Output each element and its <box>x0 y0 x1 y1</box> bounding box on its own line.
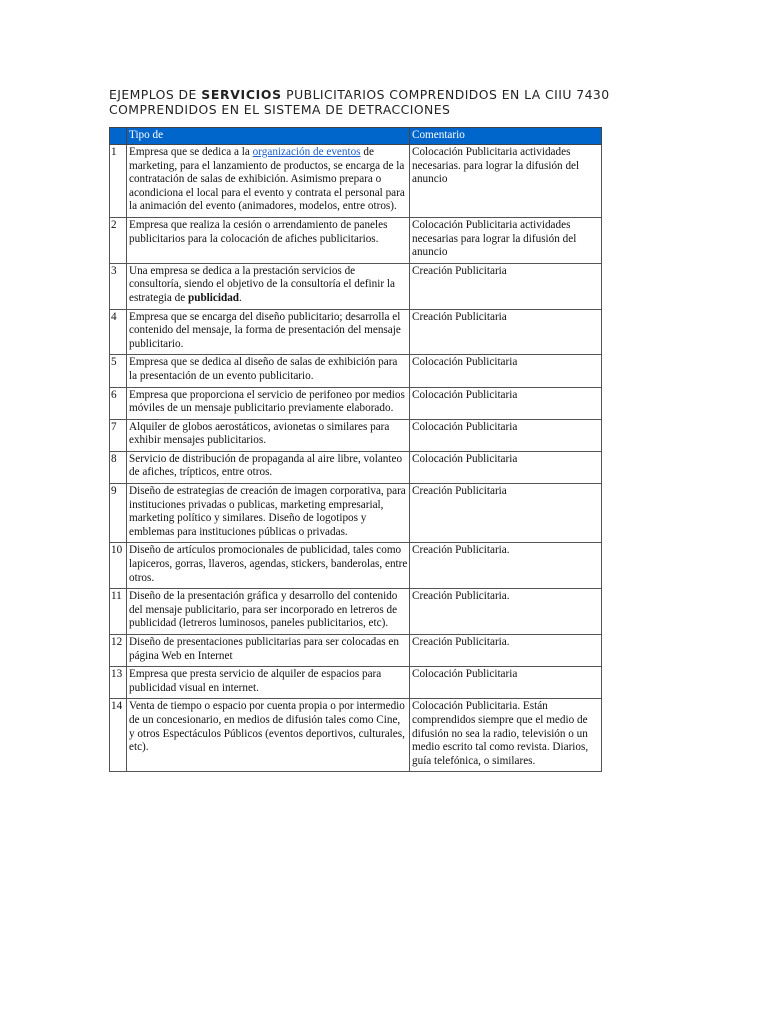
row-tipo <box>127 263 410 309</box>
organizacion-eventos-link[interactable]: organización de eventos <box>252 146 361 158</box>
row-comentario: Colocación Publicitaria actividades necesarias. para lograr la difusión del anuncio <box>410 145 602 218</box>
table-header-row <box>110 128 602 145</box>
row-comentario: Colocación Publicitaria <box>410 451 602 483</box>
header-tipo: Tipo de <box>127 128 410 145</box>
table-row <box>110 263 602 309</box>
title-bold-word: SERVICIOS <box>201 87 282 102</box>
row-tipo: Diseño de estrategias de creación de imagen corporativa, para instituciones privadas o publicas, marketing empresarial, marketing político y similares. Diseño de logotipos y emblemas para instituciones públicas o privadas. <box>127 484 410 543</box>
table-row <box>110 589 602 635</box>
row-number: 9 <box>110 484 127 543</box>
row-tipo: Diseño de la presentación gráfica y desarrollo del contenido del mensaje publicitario, para ser incorporado en letreros de publicidad (letreros luminosos, paneles publicitarios, etc). <box>127 589 410 635</box>
row-number: 12 <box>110 635 127 667</box>
row-comentario: Colocación Publicitaria <box>410 667 602 699</box>
row-number: 2 <box>110 217 127 263</box>
row-tipo: Alquiler de globos aerostáticos, avionetas o similares para exhibir mensajes publicitarios. <box>127 419 410 451</box>
table-row <box>110 635 602 667</box>
tipo-bold-word: publicidad <box>188 291 240 304</box>
services-table <box>109 127 602 772</box>
row-comentario: Colocación Publicitaria <box>410 355 602 387</box>
table-row <box>110 699 602 772</box>
title-part-2: PUBLICITARIOS COMPRENDIDOS EN LA CIIU 7430 <box>281 87 610 102</box>
table-row <box>110 484 602 543</box>
row-tipo: Empresa que se encarga del diseño publicitario; desarrolla el contenido del mensaje, la forma de presentación del mensaje publicitario. <box>127 309 410 355</box>
title-part-1: EJEMPLOS DE <box>109 87 202 102</box>
row-number: 3 <box>110 263 127 309</box>
row-tipo: Venta de tiempo o espacio por cuenta propia o por intermedio de un concesionario, en medios de difusión tales como Cine, y otros Espectáculos Públicos (eventos deportivos, culturales, etc). <box>127 699 410 772</box>
table-row <box>110 419 602 451</box>
row-number: 5 <box>110 355 127 387</box>
tipo-text: Una empresa se dedica a la prestación servicios de consultoría, siendo el objetivo de la consultoría el definir la estrategia de <box>129 264 395 304</box>
row-comentario: Creación Publicitaria <box>410 263 602 309</box>
table-row <box>110 145 602 218</box>
row-tipo: Servicio de distribución de propaganda al aire libre, volanteo de afiches, trípticos, entre otros. <box>127 451 410 483</box>
row-number: 6 <box>110 387 127 419</box>
row-comentario: Colocación Publicitaria actividades necesarias para lograr la difusión del anuncio <box>410 217 602 263</box>
row-tipo: Empresa que presta servicio de alquiler de espacios para publicidad visual en internet. <box>127 667 410 699</box>
row-comentario: Creación Publicitaria. <box>410 589 602 635</box>
table-row <box>110 217 602 263</box>
header-comentario: Comentario <box>410 128 602 145</box>
row-comentario: Creación Publicitaria <box>410 484 602 543</box>
row-comentario: Colocación Publicitaria <box>410 387 602 419</box>
row-comentario: Colocación Publicitaria. Están comprendidos siempre que el medio de difusión no sea la radio, televisión o un medio escrito tal como revista. Diarios, guía telefónica, o similares. <box>410 699 602 772</box>
row-number: 7 <box>110 419 127 451</box>
row-comentario: Creación Publicitaria. <box>410 543 602 589</box>
table-row <box>110 451 602 483</box>
table-row <box>110 667 602 699</box>
row-number: 14 <box>110 699 127 772</box>
table-row <box>110 387 602 419</box>
row-tipo <box>127 145 410 218</box>
row-tipo: Empresa que se dedica al diseño de salas de exhibición para la presentación de un evento publicitario. <box>127 355 410 387</box>
tipo-text: Empresa que se dedica a la <box>129 146 253 158</box>
row-tipo: Empresa que proporciona el servicio de perifoneo por medios móviles de un mensaje publicitario previamente elaborado. <box>127 387 410 419</box>
row-number: 13 <box>110 667 127 699</box>
header-num <box>110 128 127 145</box>
tipo-text: . <box>239 291 242 304</box>
row-number: 4 <box>110 309 127 355</box>
row-comentario: Creación Publicitaria. <box>410 635 602 667</box>
row-number: 1 <box>110 145 127 218</box>
table-row <box>110 543 602 589</box>
row-comentario: Creación Publicitaria <box>410 309 602 355</box>
row-number: 11 <box>110 589 127 635</box>
row-comentario: Colocación Publicitaria <box>410 419 602 451</box>
row-number: 10 <box>110 543 127 589</box>
row-tipo: Diseño de artículos promocionales de publicidad, tales como lapiceros, gorras, llaveros, agendas, stickers, banderolas, entre otros. <box>127 543 410 589</box>
row-tipo: Diseño de presentaciones publicitarias para ser colocadas en página Web en Internet <box>127 635 410 667</box>
table-row <box>110 309 602 355</box>
row-tipo: Empresa que realiza la cesión o arrendamiento de paneles publicitarios para la colocación de afiches publicitarios. <box>127 217 410 263</box>
document-title <box>109 87 669 117</box>
table-row <box>110 355 602 387</box>
title-line-2: COMPRENDIDOS EN EL SISTEMA DE DETRACCIONES <box>109 102 451 117</box>
row-number: 8 <box>110 451 127 483</box>
tipo-text: de marketing, para el lanzamiento de productos, se encarga de la contratación de salas de exhibición. Asimismo prepara o acondiciona el local para el evento y contrata el personal para la animación del evento (animadores, modelos, entre otros). <box>129 146 405 213</box>
